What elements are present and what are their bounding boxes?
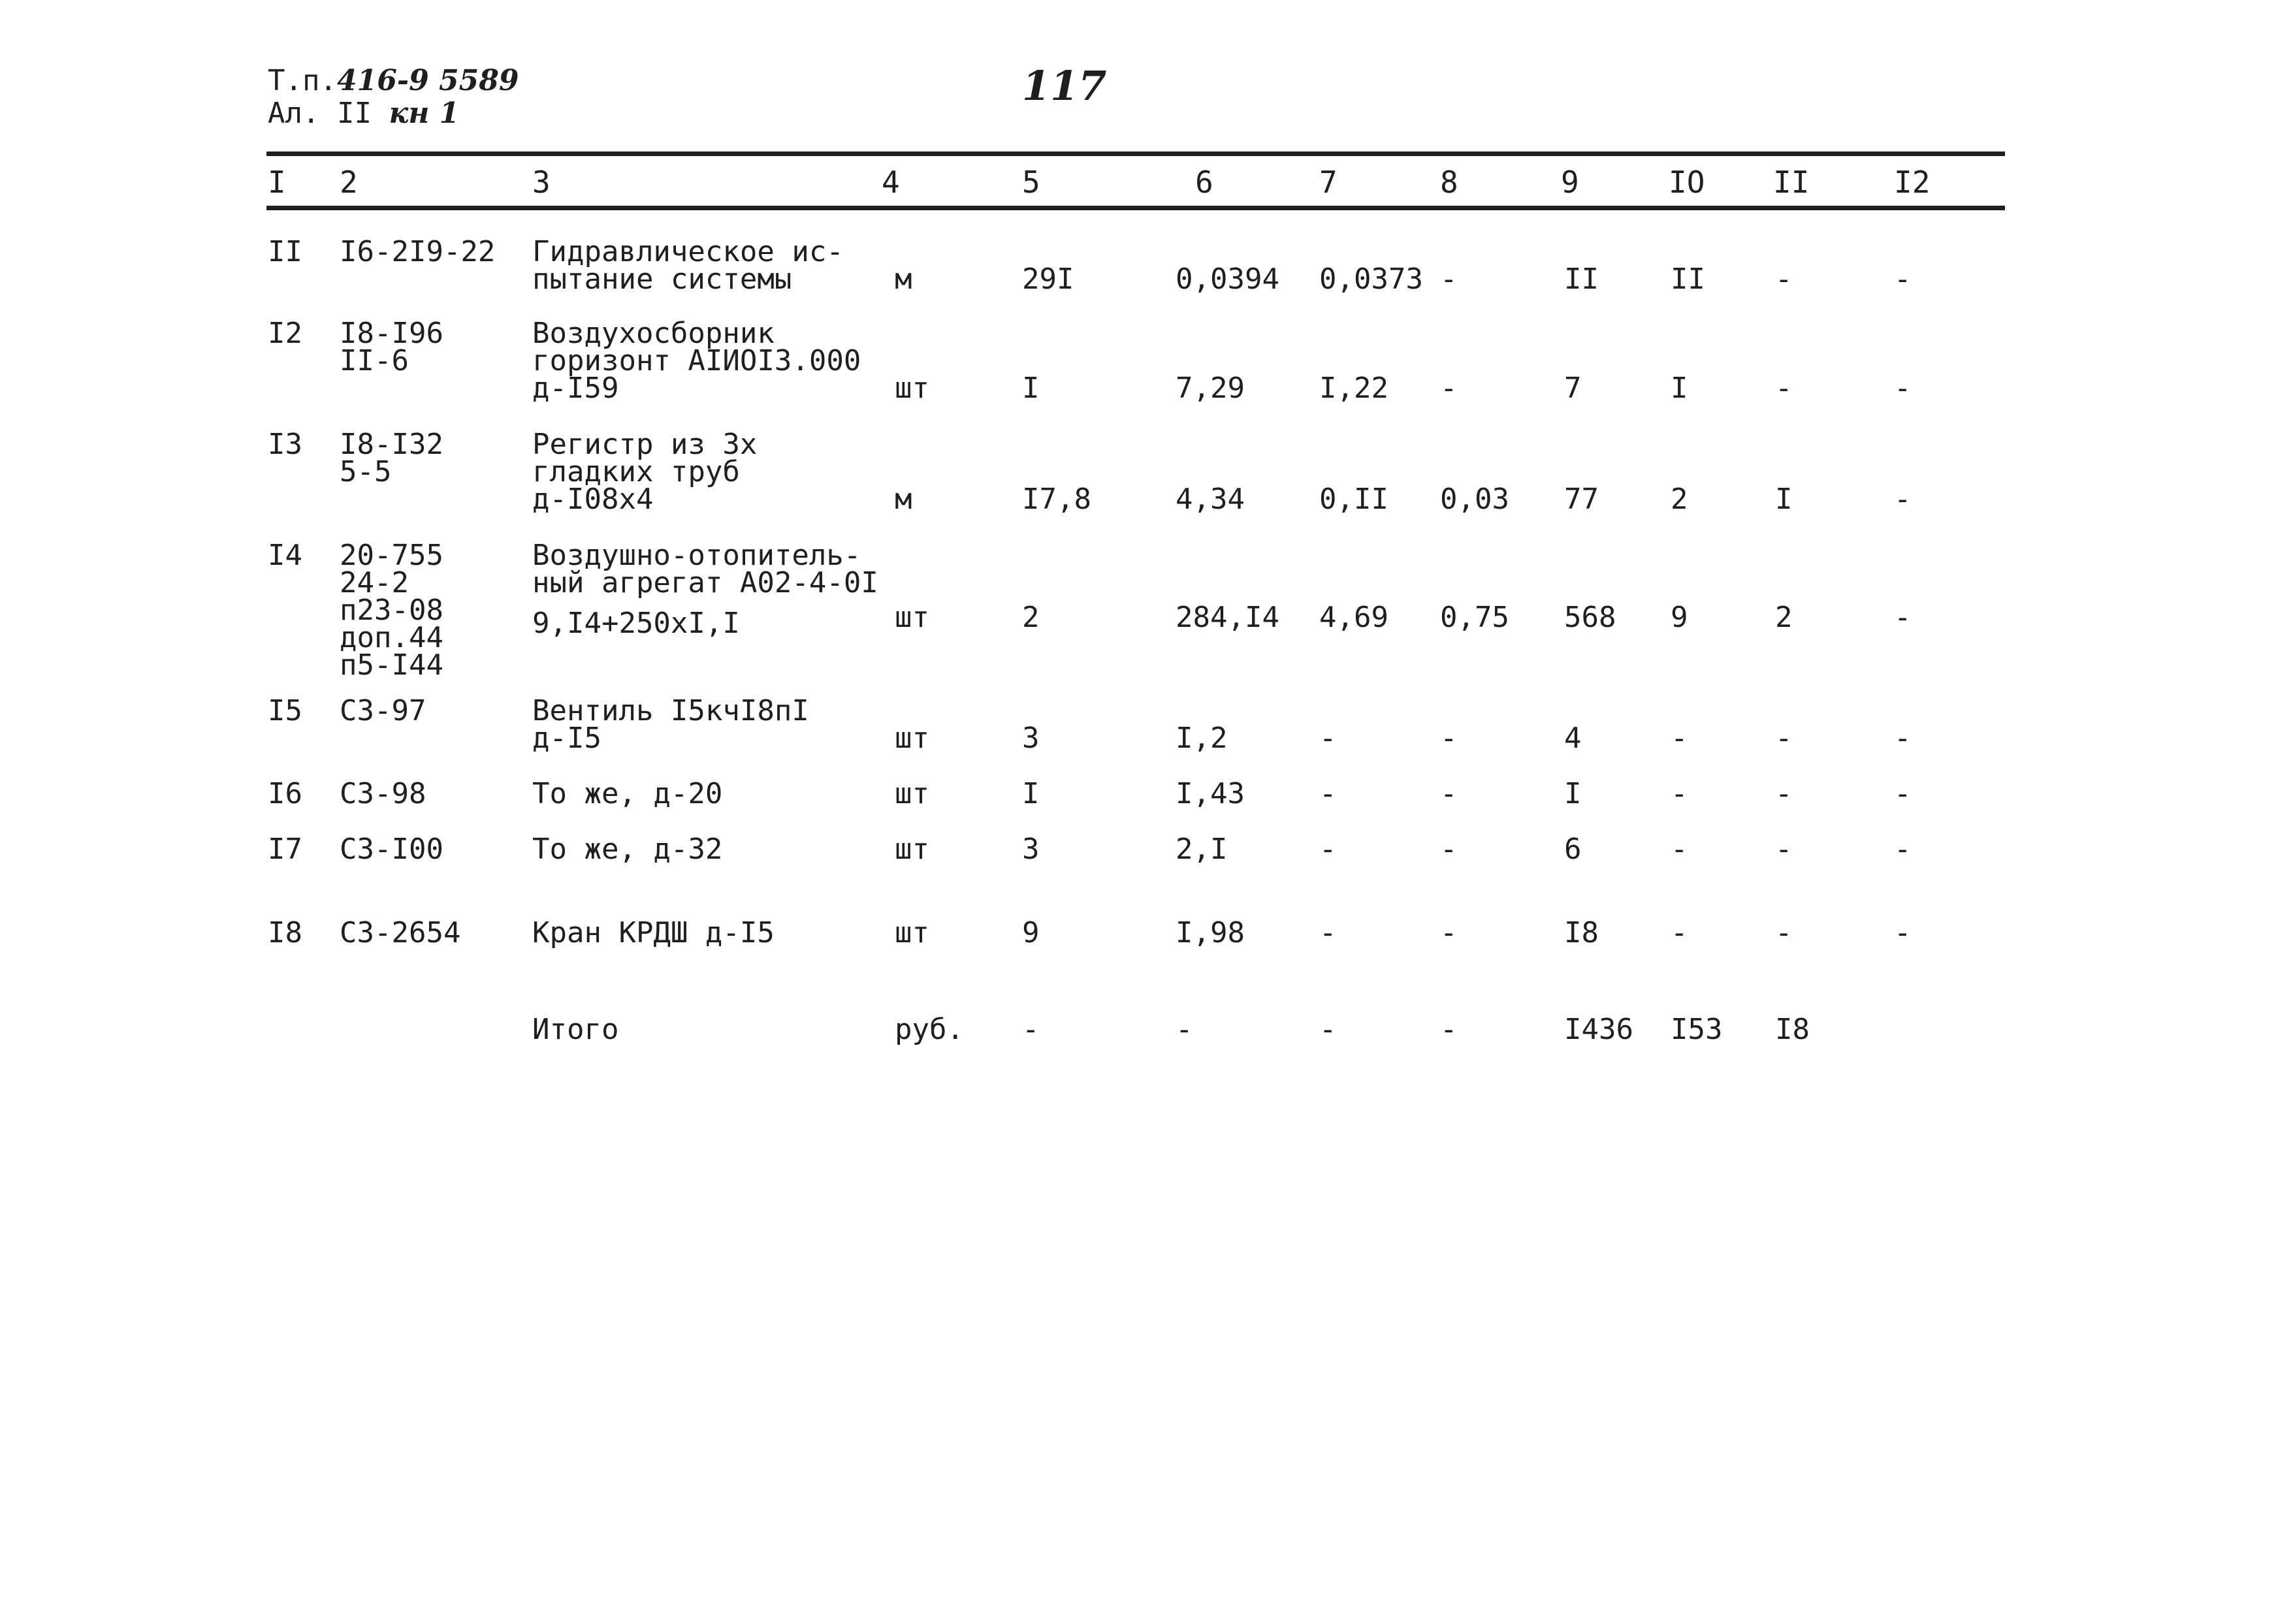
value-c8: - <box>1440 833 1458 866</box>
value-qty: 2 <box>1022 601 1040 634</box>
value-c7: I,22 <box>1319 372 1388 405</box>
row-number: I2 <box>268 317 302 350</box>
value-c11: - <box>1775 833 1793 866</box>
total-c11: I8 <box>1775 1013 1810 1046</box>
value-qty: I <box>1022 777 1040 810</box>
column-number-10: IO <box>1669 165 1705 200</box>
value-c12: - <box>1894 833 1912 866</box>
value-c9: 568 <box>1564 601 1616 634</box>
value-c12: - <box>1894 263 1912 296</box>
value-c7: - <box>1319 916 1337 949</box>
value-c11: 2 <box>1775 601 1793 634</box>
work-name-line: Вентиль I5кчI8пI <box>532 694 809 727</box>
total-qty: - <box>1022 1013 1040 1046</box>
value-c7: 0,0373 <box>1319 263 1423 296</box>
total-c6: - <box>1176 1013 1193 1046</box>
row-number: II <box>268 235 302 268</box>
value-c10: I <box>1671 372 1688 405</box>
value-c8: - <box>1440 777 1458 810</box>
value-c12: - <box>1894 722 1912 755</box>
norm-code-line: С3-98 <box>340 777 426 810</box>
value-qty: 29I <box>1022 263 1074 296</box>
row-number: I8 <box>268 916 302 949</box>
value-c12: - <box>1894 372 1912 405</box>
value-c7: 4,69 <box>1319 601 1388 634</box>
work-name-line: пытание системы <box>532 263 792 296</box>
value-c6: I,2 <box>1176 722 1228 755</box>
value-c7: - <box>1319 833 1337 866</box>
album-prefix: Ал. II <box>268 97 372 130</box>
column-number-5: 5 <box>1022 165 1040 200</box>
value-c8: 0,75 <box>1440 601 1509 634</box>
norm-code-line: п23-08 <box>340 594 443 627</box>
value-unit: шт <box>895 916 929 949</box>
work-name-line: То же, д-32 <box>532 833 723 866</box>
column-number-11: II <box>1773 165 1810 200</box>
value-c12: - <box>1894 777 1912 810</box>
header-rule-top <box>266 151 2005 156</box>
work-name-line: 9,I4+250хI,I <box>532 607 740 640</box>
value-unit: шт <box>895 722 929 755</box>
column-number-12: I2 <box>1894 165 1931 200</box>
value-c10: 2 <box>1671 483 1688 516</box>
value-c9: 4 <box>1564 722 1582 755</box>
work-name-line: Регистр из 3х <box>532 428 758 461</box>
value-c6: 2,I <box>1176 833 1228 866</box>
column-number-7: 7 <box>1319 165 1338 200</box>
value-c6: 0,0394 <box>1176 263 1279 296</box>
work-name-line: Воздушно-отопитель- <box>532 539 861 572</box>
total-c10: I53 <box>1671 1013 1723 1046</box>
doc-prefix: Т.п. <box>268 64 337 97</box>
work-name-line: горизонт АIИОI3.000 <box>532 344 861 377</box>
value-c7: - <box>1319 722 1337 755</box>
norm-code-line: II-6 <box>340 344 409 377</box>
doc-reference <box>268 65 519 97</box>
value-c6: 284,I4 <box>1176 601 1279 634</box>
value-c7: - <box>1319 777 1337 810</box>
value-qty: I7,8 <box>1022 483 1091 516</box>
work-name-line: д-I5 <box>532 722 601 755</box>
value-c10: - <box>1671 777 1688 810</box>
work-name-line: Воздухосборник <box>532 317 775 350</box>
value-qty: I <box>1022 372 1040 405</box>
value-c11: - <box>1775 916 1793 949</box>
column-number-3: 3 <box>532 165 551 200</box>
value-c10: II <box>1671 263 1705 296</box>
norm-code-line: I8-I32 <box>340 428 443 461</box>
row-number: I3 <box>268 428 302 461</box>
column-number-4: 4 <box>882 165 900 200</box>
column-number-8: 8 <box>1440 165 1458 200</box>
value-c10: - <box>1671 833 1688 866</box>
value-unit: шт <box>895 372 929 405</box>
total-c7: - <box>1319 1013 1337 1046</box>
row-number: I5 <box>268 694 302 727</box>
value-c6: 4,34 <box>1176 483 1245 516</box>
value-c9: II <box>1564 263 1599 296</box>
value-c12: - <box>1894 483 1912 516</box>
value-c12: - <box>1894 916 1912 949</box>
doc-number: 416-9 5589 <box>336 64 519 97</box>
norm-code-line: 5-5 <box>340 455 392 488</box>
value-c6: I,43 <box>1176 777 1245 810</box>
value-c7: 0,II <box>1319 483 1388 516</box>
value-c11: - <box>1775 777 1793 810</box>
value-c11: - <box>1775 263 1793 296</box>
work-name-line: Гидравлическое ис- <box>532 235 844 268</box>
value-unit: м <box>895 263 912 296</box>
column-number-9: 9 <box>1561 165 1579 200</box>
norm-code-line: 20-755 <box>340 539 443 572</box>
value-qty: 9 <box>1022 916 1040 949</box>
work-name-line: д-I08х4 <box>532 483 654 516</box>
column-number-2: 2 <box>340 165 358 200</box>
norm-code-line: С3-97 <box>340 694 426 727</box>
value-c8: - <box>1440 263 1458 296</box>
norm-code-line: С3-I00 <box>340 833 443 866</box>
value-c8: - <box>1440 916 1458 949</box>
value-unit: шт <box>895 777 929 810</box>
value-c8: - <box>1440 372 1458 405</box>
value-c10: 9 <box>1671 601 1688 634</box>
norm-code-line: п5-I44 <box>340 648 443 682</box>
value-c9: 77 <box>1564 483 1599 516</box>
value-c11: I <box>1775 483 1793 516</box>
work-name-line: ный агрегат А02-4-0I <box>532 566 878 599</box>
value-unit: шт <box>895 833 929 866</box>
norm-code-line: доп.44 <box>340 621 443 654</box>
value-c10: - <box>1671 722 1688 755</box>
total-c9: I436 <box>1564 1013 1633 1046</box>
header-rule-bottom <box>266 206 2005 210</box>
value-qty: 3 <box>1022 722 1040 755</box>
norm-code-line: С3-2654 <box>340 916 461 949</box>
row-number: I7 <box>268 833 302 866</box>
norm-code-line: 24-2 <box>340 566 409 599</box>
total-c8: - <box>1440 1013 1458 1046</box>
total-unit: руб. <box>895 1013 964 1046</box>
column-number-1: I <box>268 165 286 200</box>
value-c11: - <box>1775 722 1793 755</box>
row-number: I4 <box>268 539 302 572</box>
value-c8: - <box>1440 722 1458 755</box>
column-number-6: 6 <box>1195 165 1213 200</box>
row-number: I6 <box>268 777 302 810</box>
total-label: Итого <box>532 1013 619 1046</box>
work-name-line: д-I59 <box>532 372 619 405</box>
value-c9: 6 <box>1564 833 1582 866</box>
value-c8: 0,03 <box>1440 483 1509 516</box>
book-number: кн 1 <box>389 97 460 130</box>
value-c9: 7 <box>1564 372 1582 405</box>
work-name-line: То же, д-20 <box>532 777 723 810</box>
value-unit: м <box>895 483 912 516</box>
value-c12: - <box>1894 601 1912 634</box>
work-name-line: Кран КРДШ д-I5 <box>532 916 775 949</box>
value-unit: шт <box>895 601 929 634</box>
value-c10: - <box>1671 916 1688 949</box>
value-c9: I8 <box>1564 916 1599 949</box>
value-c9: I <box>1564 777 1582 810</box>
work-name-line: гладких труб <box>532 455 740 488</box>
value-c6: I,98 <box>1176 916 1245 949</box>
value-c6: 7,29 <box>1176 372 1245 405</box>
value-qty: 3 <box>1022 833 1040 866</box>
album-reference <box>268 98 459 129</box>
norm-code-line: I8-I96 <box>340 317 443 350</box>
value-c11: - <box>1775 372 1793 405</box>
page-number: 117 <box>1022 62 1107 110</box>
norm-code-line: I6-2I9-22 <box>340 235 496 268</box>
